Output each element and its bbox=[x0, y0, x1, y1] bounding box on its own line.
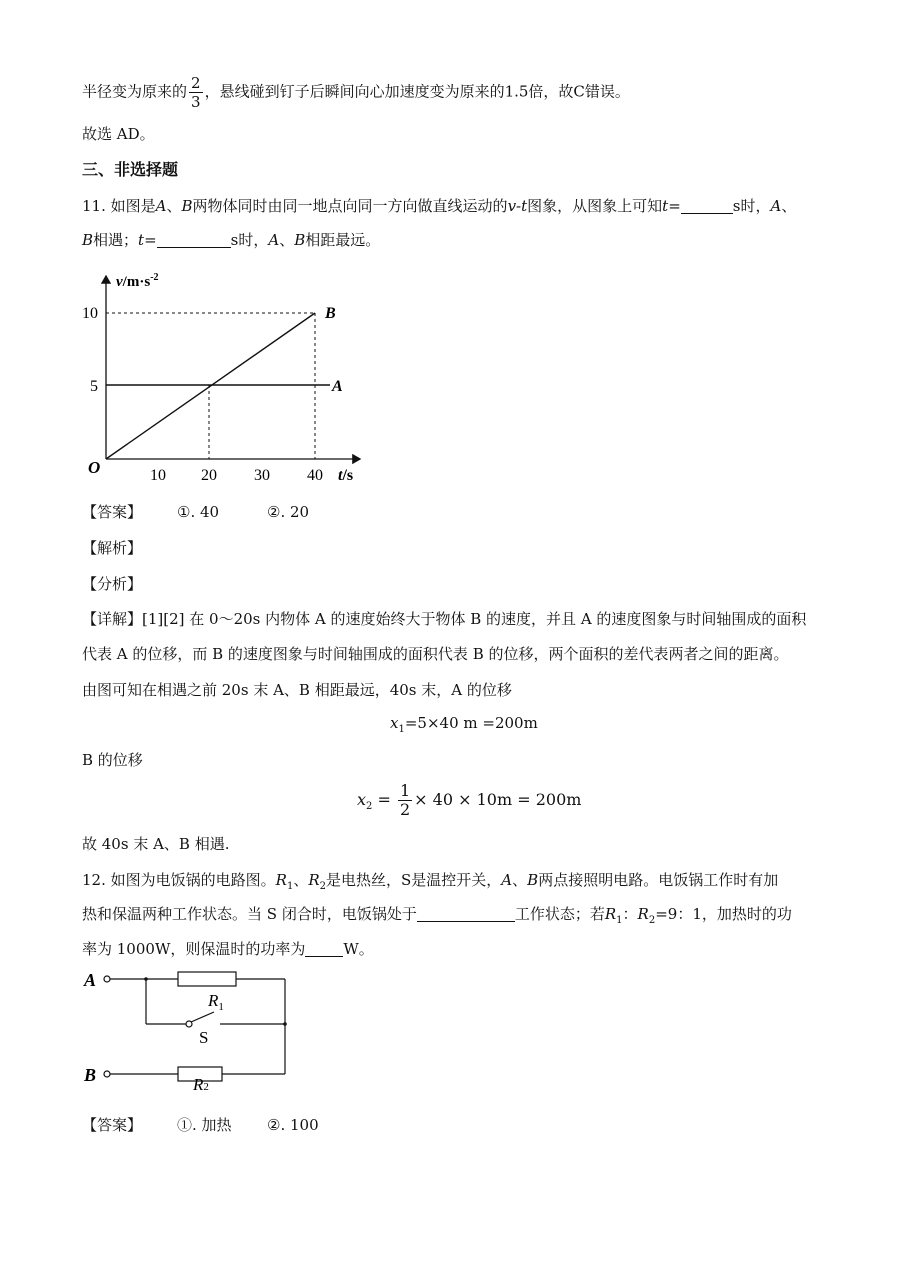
answer-tag: 【答案】 bbox=[82, 1116, 143, 1134]
var-b: B bbox=[294, 231, 306, 249]
r2-label: R2 bbox=[193, 1075, 209, 1092]
circuit-diagram bbox=[80, 962, 300, 1092]
equation-rest: =5×40 m =200m bbox=[404, 714, 538, 732]
terminal-b bbox=[104, 1071, 110, 1077]
answer-1: ①. 加热 bbox=[177, 1116, 232, 1134]
answer-choice-line: 故选 AD。 bbox=[82, 125, 155, 143]
question-12-line-3 bbox=[82, 939, 374, 959]
text: 相距最远。 bbox=[305, 231, 381, 249]
answer-2: ②. 100 bbox=[267, 1116, 319, 1134]
answer-11 bbox=[82, 502, 309, 522]
terminal-a-label: A bbox=[84, 970, 97, 990]
label-a: A bbox=[332, 378, 343, 395]
subscript: 2 bbox=[319, 881, 327, 892]
answer-blank[interactable] bbox=[157, 231, 231, 248]
question-12-line-1 bbox=[82, 870, 778, 897]
text: 工作状态；若 bbox=[514, 905, 605, 923]
subscript: 2 bbox=[366, 801, 373, 813]
b-displacement-label: B 的位移 bbox=[82, 751, 143, 769]
detail-line-2: 代表 A 的位移，而 B 的速度图象与时间轴围成的面积代表 B 的位移，两个面积的差代表两者之间的距离。 bbox=[82, 645, 789, 663]
subscript: 1 bbox=[398, 724, 405, 735]
equation-x1 bbox=[390, 714, 538, 735]
text: s时， bbox=[230, 231, 269, 249]
analysis-tag: 【解析】 bbox=[82, 539, 143, 557]
vt-graph bbox=[78, 268, 378, 488]
var-t: t bbox=[138, 231, 145, 249]
switch-label: S bbox=[199, 1028, 209, 1047]
text: 热和保温两种工作状态。当 S 闭合时，电饭锅处于 bbox=[82, 905, 417, 923]
question-number: 12. bbox=[82, 871, 106, 889]
text: 半径变为原来的 bbox=[82, 82, 188, 101]
terminal-b-label: B bbox=[84, 1065, 97, 1085]
answer-2: ②. 20 bbox=[267, 503, 310, 521]
breakdown-tag: 【分析】 bbox=[82, 575, 143, 593]
question-12-line-2 bbox=[82, 904, 792, 931]
equation-rest: × 40 × 10m = 200m bbox=[414, 790, 582, 809]
equation-x2 bbox=[357, 782, 581, 819]
var-a: A bbox=[155, 197, 167, 215]
section-heading: 三、非选择题 bbox=[82, 160, 179, 179]
x-tick-10: 10 bbox=[150, 467, 166, 484]
answer-tag: 【答案】 bbox=[82, 503, 143, 521]
text: = bbox=[668, 197, 681, 215]
r1-label: $R_1$ bbox=[208, 991, 224, 1013]
switch-s bbox=[191, 1012, 214, 1022]
var-b: B bbox=[82, 231, 94, 249]
subscript: 1 bbox=[616, 915, 623, 926]
fraction-numerator: 2 bbox=[191, 74, 201, 92]
var-vt: v-t bbox=[507, 197, 528, 215]
text: 相遇； bbox=[93, 231, 139, 249]
var-a: A bbox=[501, 871, 513, 889]
var-x: x bbox=[357, 790, 367, 809]
text: = bbox=[144, 231, 157, 249]
fraction-denominator: 2 bbox=[399, 800, 411, 819]
var-r: R bbox=[604, 905, 617, 923]
paragraph-radius bbox=[82, 74, 630, 111]
answer-blank[interactable] bbox=[681, 197, 733, 214]
question-number: 11. bbox=[82, 197, 106, 215]
text: ： bbox=[622, 905, 638, 923]
text: 两点接照明电路。电饭锅工作时有加 bbox=[538, 871, 779, 889]
answer-1: ①. 40 bbox=[177, 503, 220, 521]
text: 、 bbox=[293, 871, 309, 889]
var-t: t bbox=[662, 197, 669, 215]
text: 两物体同时由同一地点向同一方向做直线运动的 bbox=[192, 197, 508, 215]
var-a: A bbox=[268, 231, 280, 249]
text: 、 bbox=[166, 197, 182, 215]
line-b bbox=[106, 313, 315, 459]
text: 率为 1000W，则保温时的功率为 bbox=[82, 940, 306, 958]
question-11-line-1 bbox=[82, 196, 796, 216]
resistor-r1 bbox=[178, 972, 236, 986]
text: W。 bbox=[343, 940, 374, 958]
fraction-half bbox=[398, 782, 412, 819]
x-axis-label: t/s bbox=[338, 467, 354, 484]
text: s时， bbox=[732, 197, 771, 215]
conclusion: 故 40s 末 A、B 相遇. bbox=[82, 835, 230, 853]
text: ，悬线碰到钉子后瞬间向心加速度变为原来的1.5倍，故C错误。 bbox=[204, 82, 630, 101]
text: 如图为电饭锅的电路图。 bbox=[110, 871, 276, 889]
x-tick-30: 30 bbox=[254, 467, 270, 484]
var-a: A bbox=[770, 197, 782, 215]
fraction-denominator: 3 bbox=[191, 93, 201, 111]
text: 、 bbox=[781, 197, 797, 215]
text: 是电热丝，S是温控开关， bbox=[326, 871, 502, 889]
y-axis-label: $v/m\cdot s^{-2}$ bbox=[116, 272, 159, 290]
question-11-line-2 bbox=[82, 230, 380, 250]
subscript: 2 bbox=[648, 915, 656, 926]
var-b: B bbox=[527, 871, 539, 889]
y-tick-5: 5 bbox=[90, 378, 98, 395]
text: 、 bbox=[279, 231, 295, 249]
detail-line-3: 由图可知在相遇之前 20s 末 A、B 相距最远，40s 末，A 的位移 bbox=[82, 681, 512, 699]
text: 如图是 bbox=[110, 197, 156, 215]
junction bbox=[283, 1022, 287, 1026]
origin-label: O bbox=[88, 458, 101, 477]
label-b: B bbox=[325, 305, 336, 322]
var-r: R bbox=[308, 871, 320, 889]
x-tick-40: 40 bbox=[307, 467, 323, 484]
text: 图象，从图象上可知 bbox=[527, 197, 663, 215]
subscript: 1 bbox=[286, 881, 294, 892]
answer-blank[interactable] bbox=[305, 940, 343, 957]
y-tick-10: 10 bbox=[82, 305, 98, 322]
text: =9：1，加热时的功 bbox=[655, 905, 792, 923]
answer-12 bbox=[82, 1115, 319, 1135]
var-x: x bbox=[390, 714, 399, 732]
var-r: R bbox=[275, 871, 287, 889]
fraction-two-thirds bbox=[189, 74, 203, 111]
x-tick-20: 20 bbox=[201, 467, 217, 484]
equals: = bbox=[372, 790, 396, 809]
fraction-numerator: 1 bbox=[399, 781, 411, 800]
terminal-a bbox=[104, 976, 110, 982]
var-b: B bbox=[181, 197, 193, 215]
var-r: R bbox=[637, 905, 649, 923]
text: 、 bbox=[512, 871, 528, 889]
answer-blank[interactable] bbox=[417, 905, 515, 922]
detail-line-1: 【详解】[1][2] 在 0～20s 内物体 A 的速度始终大于物体 B 的速度，并且 A 的速度图象与时间轴围成的面积 bbox=[82, 610, 807, 628]
